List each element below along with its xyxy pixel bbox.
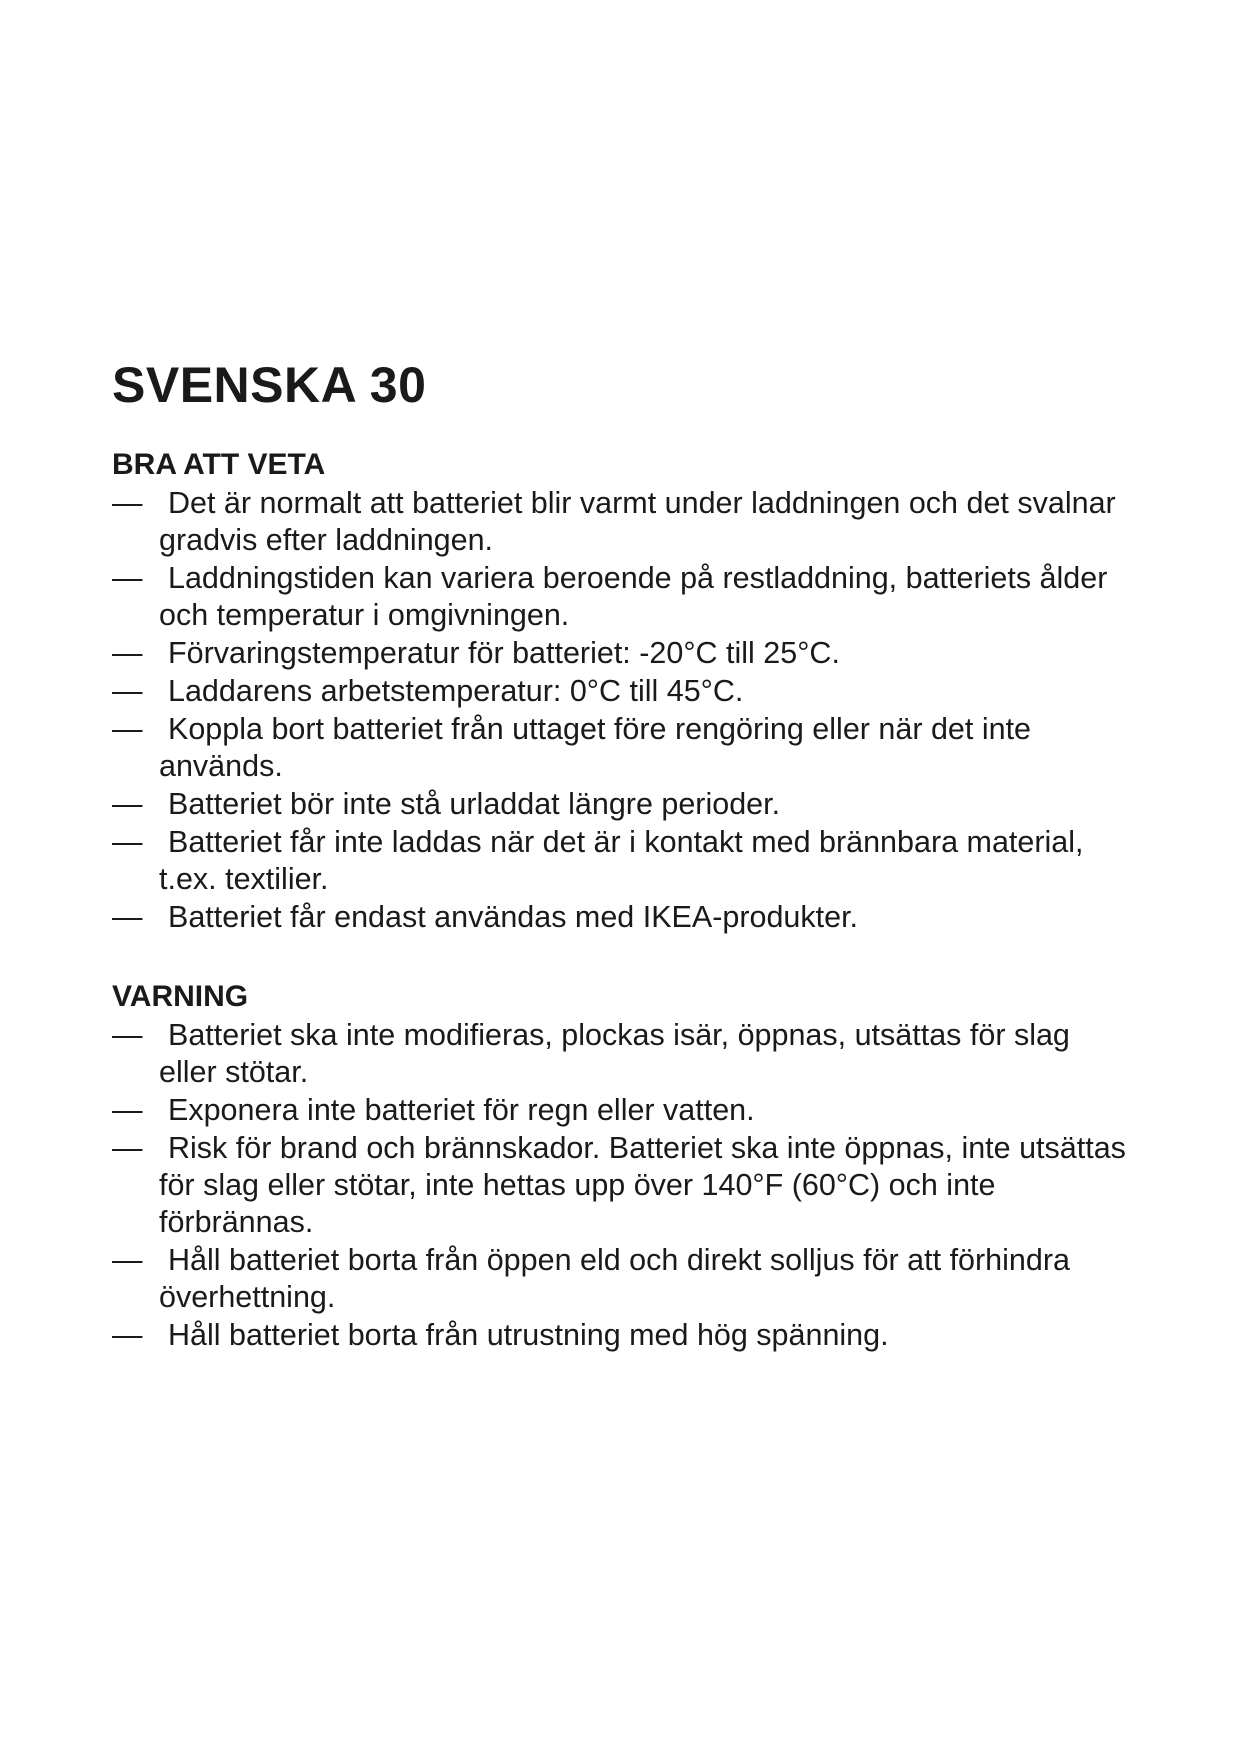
dash-bullet: —: [112, 1131, 143, 1165]
list-item: [112, 899, 1132, 936]
list-item: [112, 1130, 1132, 1241]
list-item-text: Batteriet får endast användas med IKEA-produkter.: [168, 900, 859, 934]
section-heading: BRA ATT VETA: [112, 448, 326, 481]
list-item-text: Koppla bort batteriet från uttaget före rengöring eller när det inte används.: [159, 712, 1032, 783]
dash-bullet: —: [112, 787, 143, 821]
list-item-text: Batteriet får inte laddas när det är i kontakt med brännbara material, t.ex. textilier.: [159, 825, 1084, 896]
list-item: [112, 824, 1132, 898]
list-item-text: Håll batteriet borta från utrustning med hög spänning.: [168, 1318, 889, 1352]
dash-bullet: —: [112, 486, 143, 520]
dash-bullet: —: [112, 1243, 143, 1277]
dash-bullet: —: [112, 636, 143, 670]
list-item-text: Förvaringstemperatur för batteriet: -20°C till 25°C.: [168, 636, 840, 670]
list-item-text: Exponera inte batteriet för regn eller vatten.: [168, 1093, 755, 1127]
list-item: [112, 786, 1132, 823]
info-list: [112, 485, 1132, 936]
list-item-text: Håll batteriet borta från öppen eld och direkt solljus för att förhindra överhettning.: [159, 1243, 1070, 1314]
list-item-text: Laddningstiden kan variera beroende på restladdning, batteriets ålder och temperatur i omgivningen.: [159, 561, 1108, 632]
list-item: [112, 1092, 1132, 1129]
list-item: [112, 635, 1132, 672]
list-item-text: Laddarens arbetstemperatur: 0°C till 45°C.: [168, 674, 744, 708]
section-good-to-know: [112, 448, 1132, 937]
list-item: [112, 560, 1132, 634]
section-heading: VARNING: [112, 980, 249, 1013]
list-item: [112, 1317, 1132, 1354]
dash-bullet: —: [112, 712, 143, 746]
dash-bullet: —: [112, 1093, 143, 1127]
warning-list: [112, 1017, 1132, 1354]
dash-bullet: —: [112, 900, 143, 934]
dash-bullet: —: [112, 1318, 143, 1352]
list-item: [112, 1242, 1132, 1316]
list-item-text: Risk för brand och brännskador. Batteriet ska inte öppnas, inte utsättas för slag eller stötar, inte hettas upp över 140°F (60°C) och inte förbrännas.: [159, 1131, 1126, 1239]
list-item-text: Det är normalt att batteriet blir varmt under laddningen och det svalnar gradvis efter laddningen.: [159, 486, 1116, 557]
list-item: [112, 673, 1132, 710]
list-item: [112, 1017, 1132, 1091]
dash-bullet: —: [112, 1018, 143, 1052]
list-item-text: Batteriet ska inte modifieras, plockas isär, öppnas, utsättas för slag eller stötar.: [159, 1018, 1070, 1089]
section-warning: [112, 980, 1132, 1355]
dash-bullet: —: [112, 674, 143, 708]
list-item: [112, 711, 1132, 785]
page-title: SVENSKA 30: [112, 357, 427, 413]
dash-bullet: —: [112, 825, 143, 859]
list-item-text: Batteriet bör inte stå urladdat längre perioder.: [168, 787, 781, 821]
list-item: [112, 485, 1132, 559]
dash-bullet: —: [112, 561, 143, 595]
